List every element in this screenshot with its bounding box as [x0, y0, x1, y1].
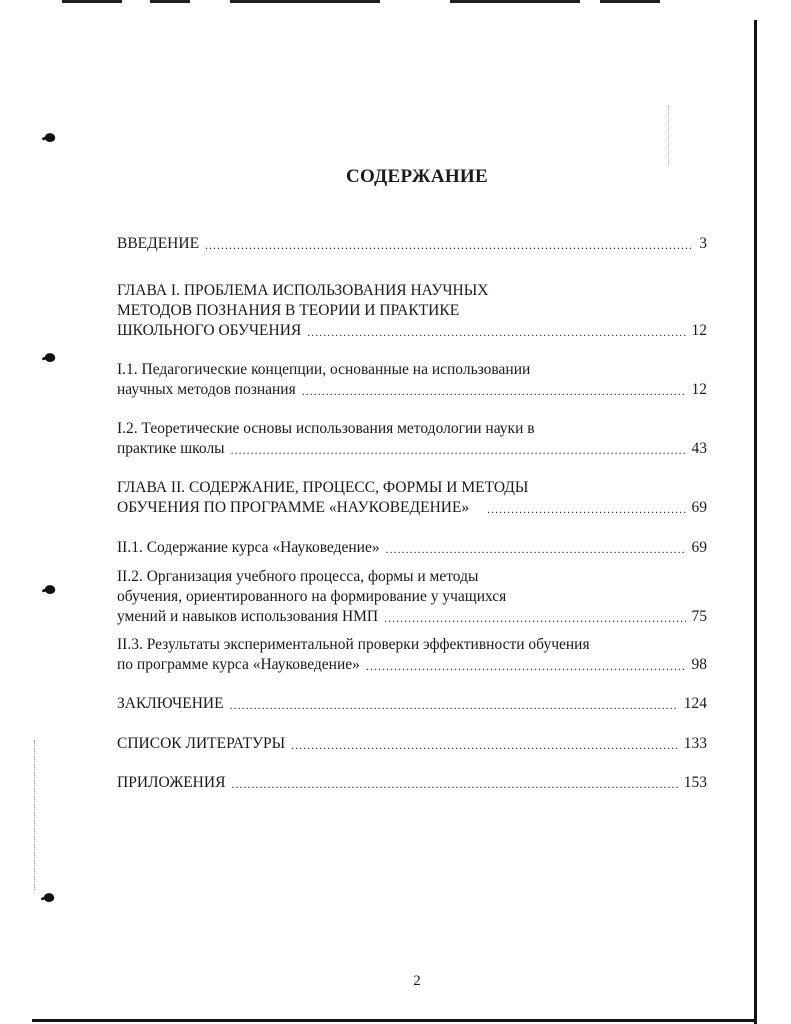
- toc-page-number: 12: [691, 322, 707, 339]
- toc-entry-text: ЗАКЛЮЧЕНИЕ: [117, 695, 224, 712]
- dot-leader: [230, 699, 678, 711]
- punch-hole-icon: [44, 584, 56, 596]
- scan-edge-top: [450, 0, 580, 3]
- toc-page-number: 69: [691, 539, 707, 556]
- toc-entry-introduction: [117, 234, 707, 254]
- toc-entry-text: обучения, ориентированного на формирование у учащихся: [117, 588, 507, 605]
- toc-page-number: 3: [699, 235, 707, 252]
- toc-entry-text: МЕТОДОВ ПОЗНАНИЯ В ТЕОРИИ И ПРАКТИКЕ: [117, 302, 460, 319]
- toc-entry-appendices: [117, 773, 707, 793]
- toc-entry-chapter-2: [117, 478, 707, 518]
- page-title: СОДЕРЖАНИЕ: [346, 166, 488, 187]
- punch-hole-icon: [44, 352, 56, 364]
- toc-entry-text: I.1. Педагогические концепции, основанные на использовании: [117, 361, 531, 378]
- dot-leader: [231, 778, 677, 790]
- scan-faint-mark: [34, 740, 36, 890]
- scan-edge-top: [230, 0, 380, 3]
- dot-leader: [302, 385, 686, 397]
- toc-entry-chapter-1: [117, 281, 707, 341]
- toc-entry-text: научных методов познания: [117, 381, 296, 398]
- punch-hole-icon: [43, 892, 55, 904]
- toc-entry-conclusion: [117, 694, 707, 714]
- dot-leader: [205, 239, 693, 251]
- toc-entry-text: ГЛАВА I. ПРОБЛЕМА ИСПОЛЬЗОВАНИЯ НАУЧНЫХ: [117, 282, 489, 299]
- toc-entry-text: ВВЕДЕНИЕ: [117, 235, 200, 252]
- toc-page-number: 12: [691, 381, 707, 398]
- toc-page-number: 153: [683, 774, 707, 791]
- toc-page-number: 69: [691, 499, 707, 516]
- toc-entry-section-2-1: [117, 538, 707, 558]
- dot-leader: [366, 660, 686, 672]
- scan-faint-mark: [668, 105, 670, 165]
- toc-entry-text: ОБУЧЕНИЯ ПО ПРОГРАММЕ «НАУКОВЕДЕНИЕ»: [117, 499, 470, 516]
- toc-page-number: 98: [691, 656, 707, 673]
- toc-entry-text: II.1. Содержание курса «Науковедение»: [117, 539, 380, 556]
- toc-entry-text: ШКОЛЬНОГО ОБУЧЕНИЯ: [117, 322, 302, 339]
- toc-entry-text: I.2. Теоретические основы использования методологии науки в: [117, 420, 535, 437]
- toc-page-number: 43: [691, 440, 707, 457]
- dot-leader: [384, 612, 685, 624]
- toc-entry-text: ПРИЛОЖЕНИЯ: [117, 774, 226, 791]
- toc-entry-section-2-3: [117, 635, 707, 675]
- dot-leader: [386, 543, 686, 555]
- toc-entry-section-1-2: [117, 419, 707, 459]
- scan-edge-top: [62, 0, 122, 3]
- punch-hole-icon: [44, 132, 56, 144]
- toc-page-number: 133: [683, 735, 707, 752]
- scan-edge-bottom: [32, 1019, 756, 1022]
- toc-entry-text: II.2. Организация учебного процесса, формы и методы: [117, 568, 479, 585]
- toc-entry-text: по программе курса «Науковедение»: [117, 656, 360, 673]
- scan-edge-top: [600, 0, 660, 3]
- toc-entry-bibliography: [117, 734, 707, 754]
- dot-leader: [291, 739, 678, 751]
- toc-entry-text: умений и навыков использования НМП: [117, 608, 379, 625]
- toc-page-number: 75: [691, 608, 707, 625]
- toc-entry-text: ГЛАВА II. СОДЕРЖАНИЕ, ПРОЦЕСС, ФОРМЫ И МЕТОДЫ: [117, 479, 529, 496]
- toc-entry-text: II.3. Результаты экспериментальной проверки эффективности обучения: [117, 636, 590, 653]
- scan-edge-top: [150, 0, 190, 3]
- toc-page-number: 124: [683, 695, 707, 712]
- toc-entry-text: СПИСОК ЛИТЕРАТУРЫ: [117, 735, 286, 752]
- toc-entry-section-2-2: [117, 567, 707, 627]
- page-number: 2: [413, 973, 421, 989]
- dot-leader: [487, 503, 685, 515]
- dot-leader: [231, 444, 686, 456]
- dot-leader: [307, 326, 685, 338]
- toc-entry-section-1-1: [117, 360, 707, 400]
- toc-entry-text: практике школы: [117, 440, 225, 457]
